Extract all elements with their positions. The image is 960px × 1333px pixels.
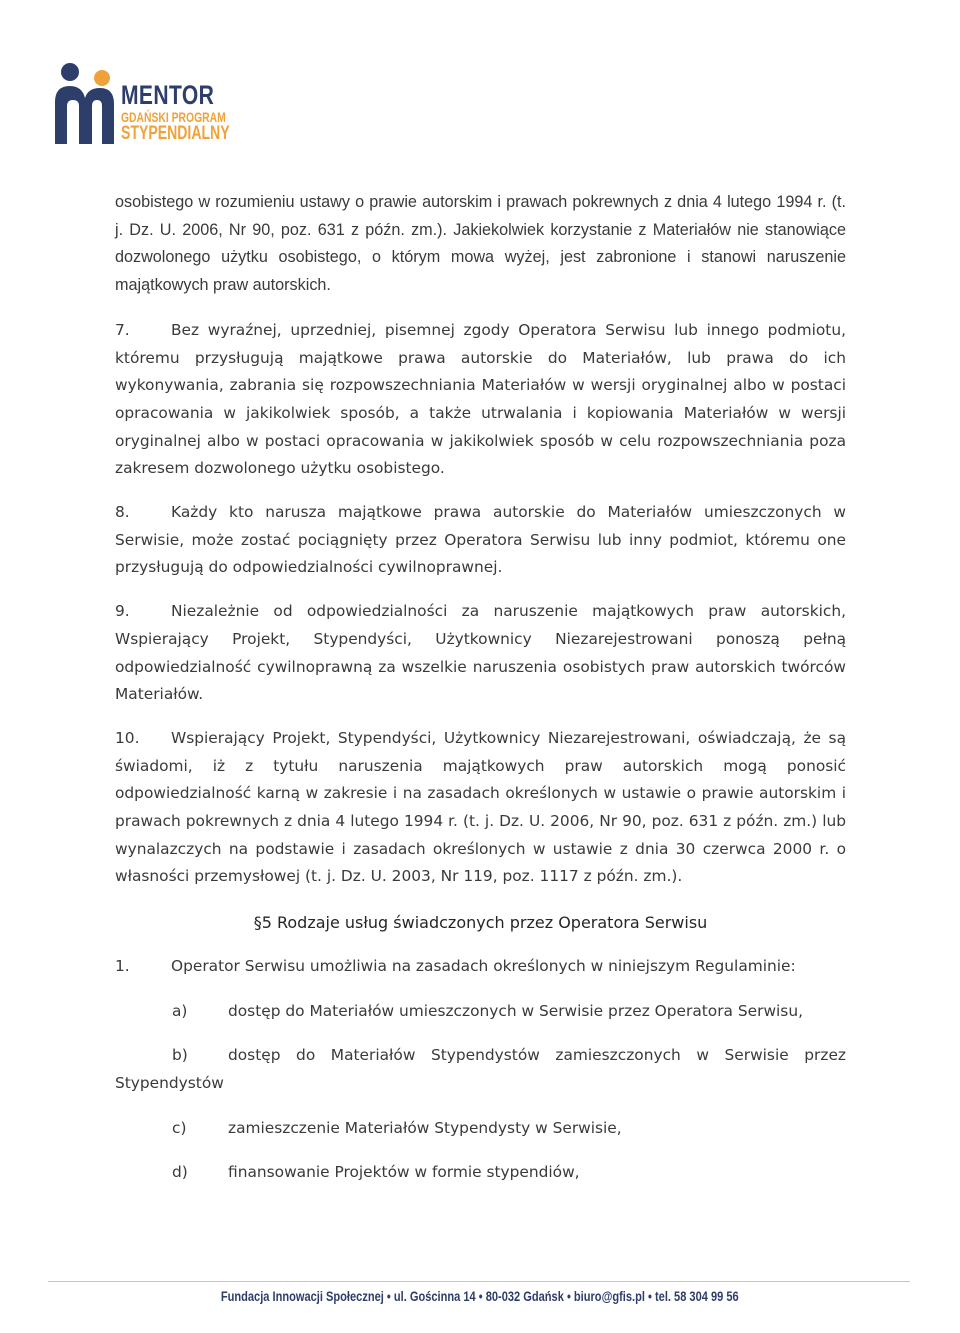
- logo-title: MENTOR: [121, 80, 215, 110]
- list-item-d: [115, 1159, 846, 1187]
- paragraph-number: 1.: [115, 956, 130, 975]
- list-item-text: dostęp do Materiałów umieszczonych w Serwisie przez Operatora Serwisu,: [228, 1001, 803, 1020]
- paragraph-8: [115, 499, 846, 582]
- paragraph-intro: osobistego w rozumieniu ustawy o prawie autorskim i prawach pokrewnych z dnia 4 lutego 1994 r. (t. j. Dz. U. 2006, Nr 90, poz. 631 z późn. zm.). Jakiekolwiek korzystanie z Materiałów nie stanowiące dozwolonego użytku osobistego, o którym mowa wyżej, jest zabronione i stanowi naruszenie majątkowych praw autorskich.: [115, 193, 846, 295]
- paragraph-text: Wspierający Projekt, Stypendyści, Użytkownicy Niezarejestrowani, oświadczają, że są świadomi, iż z tytułu naruszenia majątkowych praw autorskich mogą ponosić odpowiedzialność karną w zakresie i na zasadach określonych w ustawie o prawie autorskim i prawach pokrewnych z dnia 4 lutego 1994 r. (t. j. Dz. U. 2006, Nr 90, poz. 631 z późn. zm.) lub wynalazczych na podstawie i zasadach określonych w ustawie z dnia 30 czerwca 2000 r. o własności przemysłowej (t. j. Dz. U. 2003, Nr 119, poz. 1117 z późn. zm.).: [115, 728, 846, 886]
- section-item-1: [115, 953, 846, 981]
- list-item-text: dostęp do Materiałów Stypendystów zamieszczonych w Serwisie przez Stypendystów: [115, 1046, 846, 1092]
- list-item-label: d): [172, 1163, 188, 1182]
- paragraph-10: [115, 725, 846, 891]
- logo-subtitle-2: STYPENDIALNY: [121, 123, 230, 144]
- paragraph-text: Niezależnie od odpowiedzialności za naruszenie majątkowych praw autorskich, Wspierający Projekt, Stypendyści, Użytkownicy Niezarejestrowani ponoszą pełną odpowiedzialność cywilnoprawną za wszelkie naruszenia osobistych praw autorskich twórców Materiałów.: [115, 602, 846, 704]
- paragraph-number: 9.: [115, 602, 130, 621]
- list-item-label: c): [172, 1118, 187, 1137]
- footer-contact-text: Fundacja Innowacji Społecznej • ul. Gościnna 14 • 80-032 Gdańsk • biuro@gfis.pl • tel. 58 304 99 56: [221, 1289, 739, 1304]
- mentor-logo-mark-icon: [52, 62, 122, 146]
- paragraph-number: 10.: [115, 728, 140, 747]
- footer-divider: [48, 1281, 910, 1282]
- paragraph-text: Bez wyraźnej, uprzedniej, pisemnej zgody Operatora Serwisu lub innego podmiotu, któremu przysługują majątkowe prawa autorskie do Materiałów, lub prawa do ich wykonywania, zabrania się rozpowszechniania Materiałów w wersji oryginalnej albo w postaci opracowania w jakikolwiek sposób, a także utrwalania i kopiowania Materiałów w wersji oryginalnej albo w postaci opracowania w jakikolwiek sposób w celu rozpowszechniania poza zakresem dozwolonego użytku osobistego.: [115, 320, 846, 478]
- list-item-label: a): [172, 1001, 188, 1020]
- section-heading: §5 Rodzaje usług świadczonych przez Operatora Serwisu: [253, 913, 708, 933]
- paragraph-number: 8.: [115, 503, 130, 522]
- paragraph-7: [115, 317, 846, 483]
- paragraph-text: Każdy kto narusza majątkowe prawa autorskie do Materiałów umieszczonych w Serwisie, może zostać pociągnięty przez Operatora Serwisu lub inny podmiot, któremu one przysługują do odpowiedzialności cywilnoprawnej.: [115, 503, 846, 577]
- document-body: [115, 189, 846, 1187]
- list-item-text: zamieszczenie Materiałów Stypendysty w Serwisie,: [228, 1118, 622, 1137]
- list-item-text: finansowanie Projektów w formie stypendiów,: [228, 1163, 580, 1182]
- list-item-b: [115, 1042, 846, 1097]
- paragraph-text: Operator Serwisu umożliwia na zasadach określonych w niniejszym Regulaminie:: [171, 956, 796, 975]
- list-item-a: [115, 998, 846, 1026]
- paragraph-number: 7.: [115, 320, 130, 339]
- logo-subtitle-1: GDAŃSKI PROGRAM: [121, 109, 226, 125]
- footer-contact: [0, 1289, 960, 1304]
- paragraph-9: [115, 598, 846, 709]
- list-item-c: [115, 1115, 846, 1143]
- logo-text: [121, 82, 268, 143]
- list-item-label: b): [172, 1046, 188, 1065]
